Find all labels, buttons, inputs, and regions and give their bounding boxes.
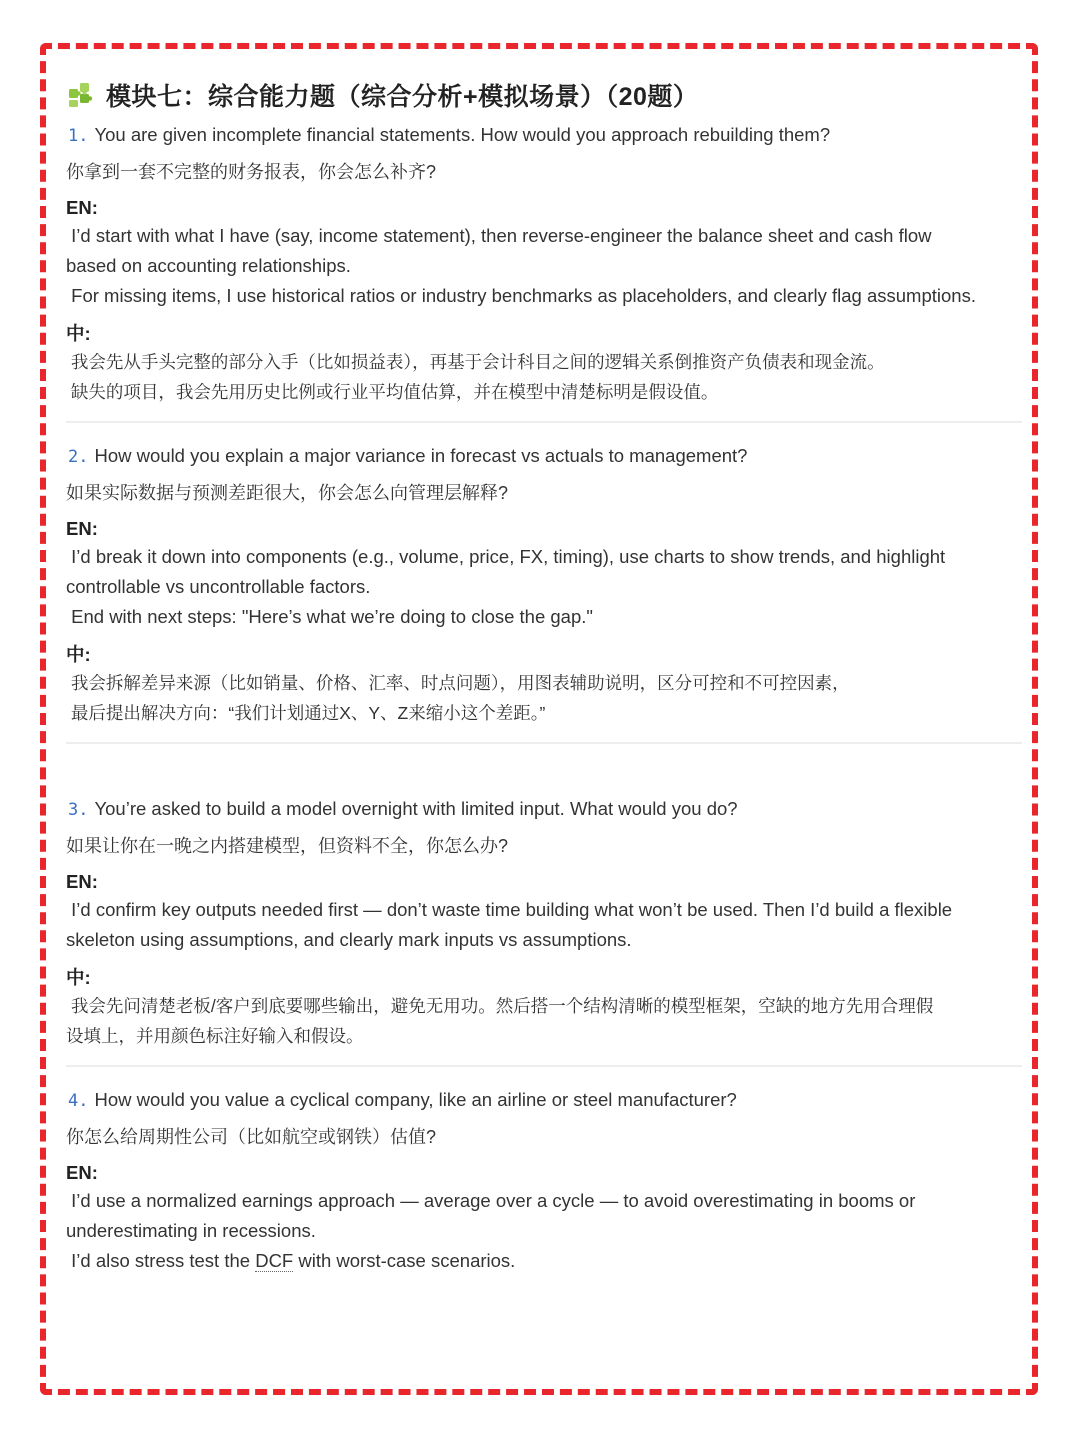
question-en-text: You are given incomplete financial statements. How would you approach rebuilding them? <box>94 124 831 145</box>
en-answer-line: End with next steps: "Here’s what we’re doing to close the gap." <box>66 606 593 627</box>
puzzle-icon <box>66 80 96 110</box>
question-en-text: How would you value a cyclical company, like an airline or steel manufacturer? <box>94 1089 737 1110</box>
question-zh: 如果实际数据与预测差距很大，你会怎么向管理层解释? <box>66 483 509 503</box>
question-zh: 如果让你在一晚之内搭建模型，但资料不全，你怎么办? <box>66 836 509 856</box>
zh-label: 中: <box>66 644 91 665</box>
zh-answer-line: 缺失的项目，我会先用历史比例或行业平均值估算，并在模型中清楚标明是假设值。 <box>66 382 719 402</box>
en-answer-line: I’d start with what I have (say, income statement), then reverse-engineer the balance sheet and cash flow <box>66 225 932 246</box>
en-answer-line: I’d use a normalized earnings approach — average over a cycle — to avoid overestimating in booms or <box>66 1190 916 1211</box>
module-content <box>66 76 1022 1276</box>
question-block <box>66 443 1022 728</box>
en-label: EN: <box>66 518 98 539</box>
question-zh: 你怎么给周期性公司（比如航空或钢铁）估值? <box>66 1127 437 1147</box>
en-answer <box>66 1186 1022 1276</box>
en-answer <box>66 542 1022 632</box>
zh-answer <box>66 347 1022 407</box>
zh-answer-line: 我会先问清楚老板/客户到底要哪些输出，避免无用功。然后搭一个结构清晰的模型框架，空缺的地方先用合理假 <box>66 996 934 1016</box>
divider <box>66 742 1022 744</box>
question-en-text: You’re asked to build a model overnight with limited input. What would you do? <box>94 798 738 819</box>
zh-answer <box>66 991 1022 1051</box>
en-label: EN: <box>66 871 98 892</box>
question-block <box>66 1087 1022 1276</box>
en-answer-line: underestimating in recessions. <box>66 1220 316 1241</box>
en-label: EN: <box>66 1162 98 1183</box>
question-number: 4. <box>68 1091 89 1111</box>
question-en <box>66 443 1022 470</box>
question-number: 3. <box>68 800 89 820</box>
question-block <box>66 122 1022 407</box>
en-answer-line: skeleton using assumptions, and clearly mark inputs vs assumptions. <box>66 929 632 950</box>
en-answer-line: For missing items, I use historical ratios or industry benchmarks as placeholders, and clearly flag assumptions. <box>66 285 976 306</box>
zh-answer-line: 最后提出解决方向：“我们计划通过X、Y、Z来缩小这个差距。” <box>66 703 546 723</box>
question-number: 2. <box>68 447 89 467</box>
en-answer-line: I’d confirm key outputs needed first — don’t waste time building what won’t be used. Then I’d build a flexible <box>66 899 953 920</box>
en-answer-line: based on accounting relationships. <box>66 255 351 276</box>
en-answer-line <box>66 1246 1022 1276</box>
zh-answer-line: 设填上，并用颜色标注好输入和假设。 <box>66 1026 364 1046</box>
question-block <box>66 796 1022 1051</box>
en-answer-text: with worst-case scenarios. <box>293 1250 516 1271</box>
zh-label: 中: <box>66 967 91 988</box>
dcf-term-link[interactable]: DCF <box>255 1250 294 1271</box>
en-answer-text: I’d also stress test the <box>66 1250 256 1271</box>
divider <box>66 421 1022 423</box>
en-answer-line: controllable vs uncontrollable factors. <box>66 576 371 597</box>
en-answer <box>66 221 1022 311</box>
question-en <box>66 796 1022 823</box>
question-en <box>66 122 1022 149</box>
en-answer <box>66 895 1022 955</box>
question-zh: 你拿到一套不完整的财务报表，你会怎么补齐? <box>66 162 437 182</box>
en-label: EN: <box>66 197 98 218</box>
zh-label: 中: <box>66 323 91 344</box>
module-header <box>66 76 1022 114</box>
question-number: 1. <box>68 126 89 146</box>
en-answer-line: I’d break it down into components (e.g., volume, price, FX, timing), use charts to show trends, and highlight <box>66 546 946 567</box>
zh-answer-line: 我会先从手头完整的部分入手（比如损益表），再基于会计科目之间的逻辑关系倒推资产负债表和现金流。 <box>66 352 885 372</box>
question-en <box>66 1087 1022 1114</box>
module-title: 模块七：综合能力题（综合分析+模拟场景）（20题） <box>106 83 699 111</box>
zh-answer <box>66 668 1022 728</box>
divider <box>66 1065 1022 1067</box>
question-en-text: How would you explain a major variance in forecast vs actuals to management? <box>94 445 748 466</box>
zh-answer-line: 我会拆解差异来源（比如销量、价格、汇率、时点问题），用图表辅助说明，区分可控和不可控因素， <box>66 673 850 693</box>
